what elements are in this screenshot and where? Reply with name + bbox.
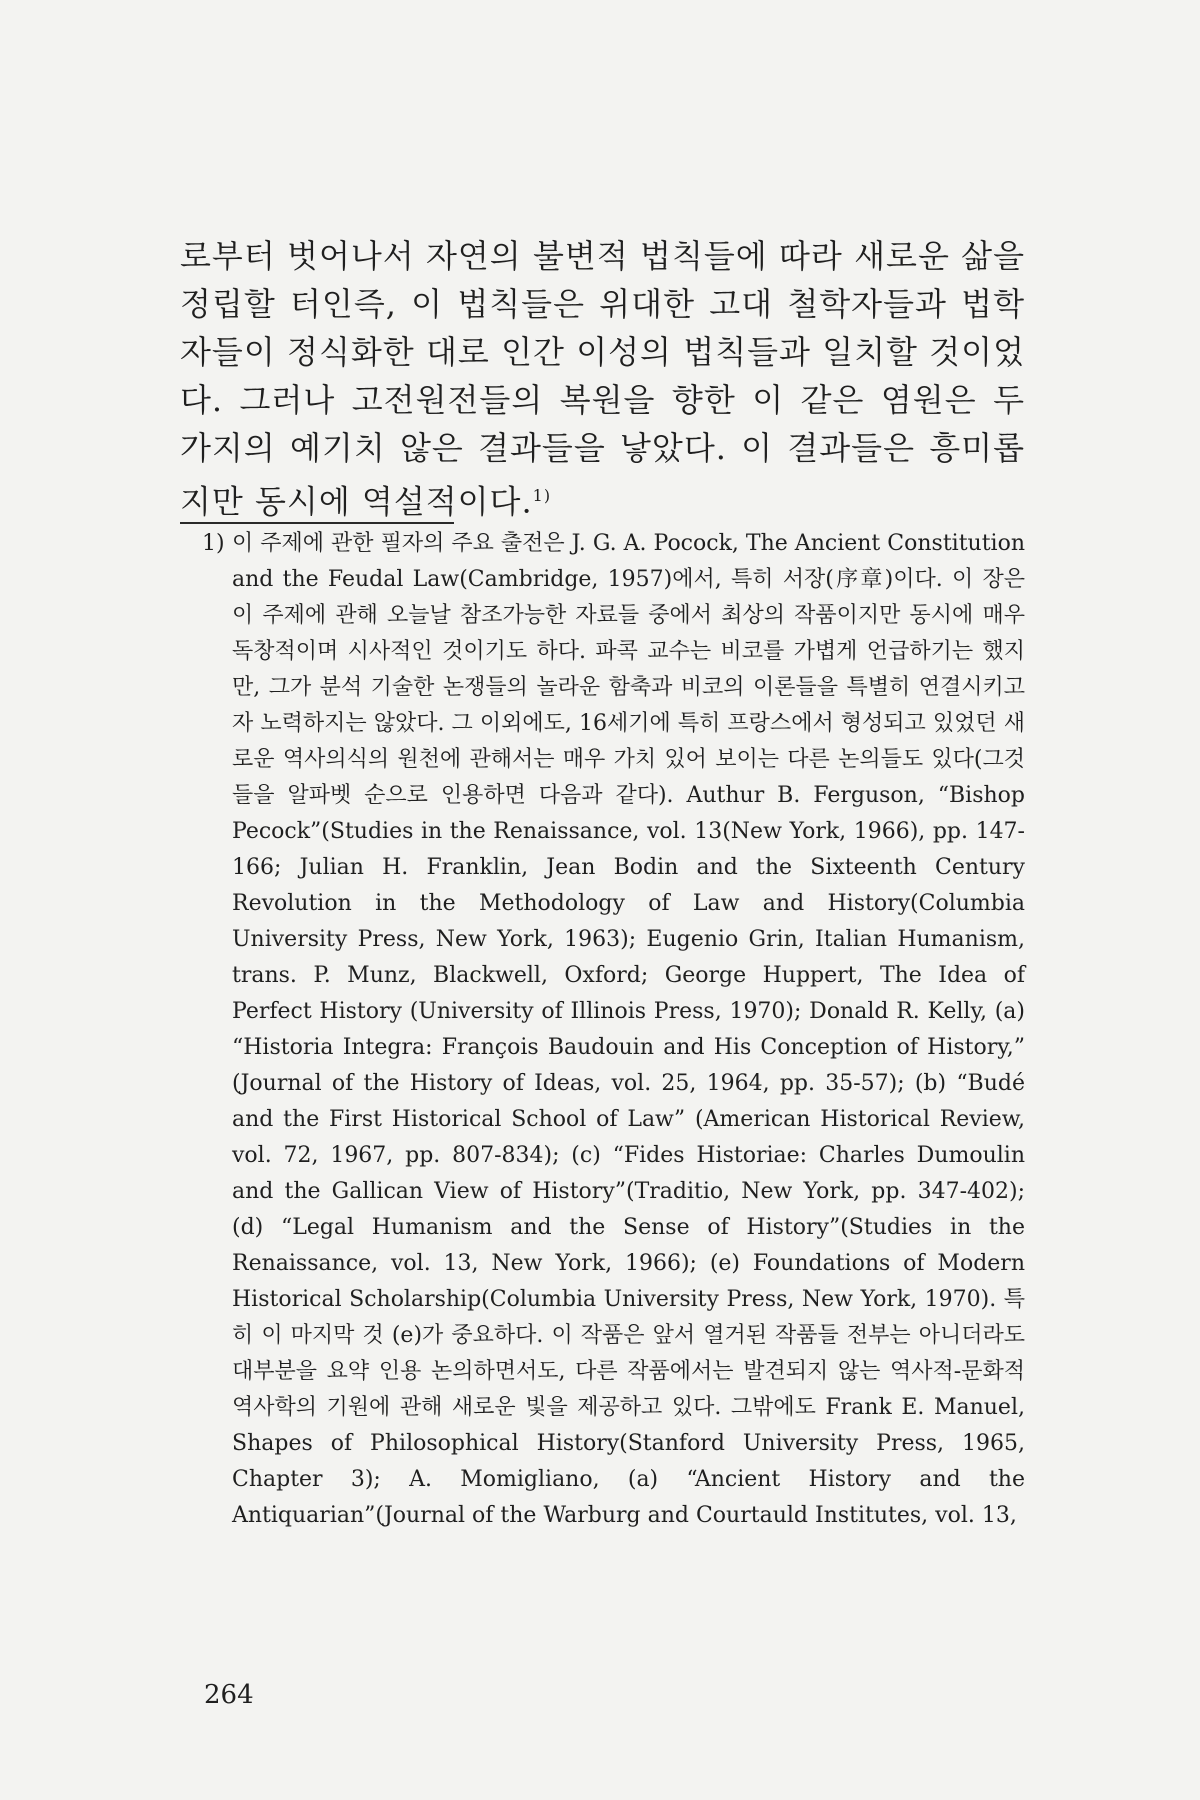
footnote-divider <box>180 522 454 524</box>
paragraph-text: 로부터 벗어나서 자연의 불변적 법칙들에 따라 새로운 삶을 정립할 터인즉, 이 법칙들은 위대한 고대 철학자들과 법학자들이 정식화한 대로 인간 이성의 법칙들과 일치할 것이었다. 그러나 고전원전들의 복원을 향한 이 같은 염원은 두 가지의 예기치 않은 결과들을 낳았다. 이 결과들은 흥미롭지만 동시에 역설적이다. <box>180 237 1025 521</box>
main-body-text <box>180 232 1025 526</box>
body-paragraph <box>180 232 1025 526</box>
page-number: 264 <box>204 1680 254 1710</box>
footnote-marker: 1) <box>202 531 225 556</box>
footnote <box>202 526 1025 1534</box>
footnote-text: 이 주제에 관한 필자의 주요 출전은 J. G. A. Pocock, The Ancient Constitution and the Feudal Law(Cambridge, 1957)에서, 특히 서장(序章)이다. 이 장은 이 주제에 관해 오늘날 참조가능한 자료들 중에서 최상의 작품이지만 동시에 매우 독창적이며 시사적인 것이기도 하다. 파콕 교수는 비코를 가볍게 언급하기는 했지만, 그가 분석 기술한 논쟁들의 놀라운 함축과 비코의 이론들을 특별히 연결시키고자 노력하지는 않았다. 그 이외에도, 16세기에 특히 프랑스에서 형성되고 있었던 새로운 역사의식의 원천에 관해서는 매우 가치 있어 보이는 다른 논의들도 있다(그것들을 알파벳 순으로 인용하면 다음과 같다). Authur B. Ferguson, “Bishop Pecock”(Studies in the Renaissance, vol. 13(New York, 1966), pp. 147-166; Julian H. Franklin, Jean Bodin and the Sixteenth Century Revolution in the Methodology of Law and History(Columbia University Press, New York, 1963); Eugenio Grin, Italian Humanism, trans. P. Munz, Blackwell, Oxford; George Huppert, The Idea of Perfect History (University of Illinois Press, 1970); Donald R. Kelly, (a) “Historia Integra: François Baudouin and His Conception of History,” (Journal of the History of Ideas, vol. 25, 1964, pp. 35-57); (b) “Budé and the First Historical School of Law” (American Historical Review, vol. 72, 1967, pp. 807-834); (c) “Fides Historiae: Charles Dumoulin and the Gallican View of History”(Traditio, New York, pp. 347-402); (d) “Legal Humanism and the Sense of History”(Studies in the Renaissance, vol. 13, New York, 1966); (e) Foundations of Modern Historical Scholarship(Columbia University Press, New York, 1970). 특히 이 마지막 것 (e)가 중요하다. 이 작품은 앞서 열거된 작품들 전부는 아니더라도 대부분을 요약 인용 논의하면서도, 다른 작품에서는 발견되지 않는 역사적-문화적 역사학의 기원에 관해 새로운 빛을 제공하고 있다. 그밖에도 Frank E. Manuel, Shapes of Philosophical History(Stanford University Press, 1965, Chapter 3); A. Momigliano, (a) “Ancient History and the Antiquarian”(Journal of the Warburg and Courtauld Institutes, vol. 13, <box>232 531 1025 1528</box>
footnote-reference: 1) <box>532 486 552 505</box>
